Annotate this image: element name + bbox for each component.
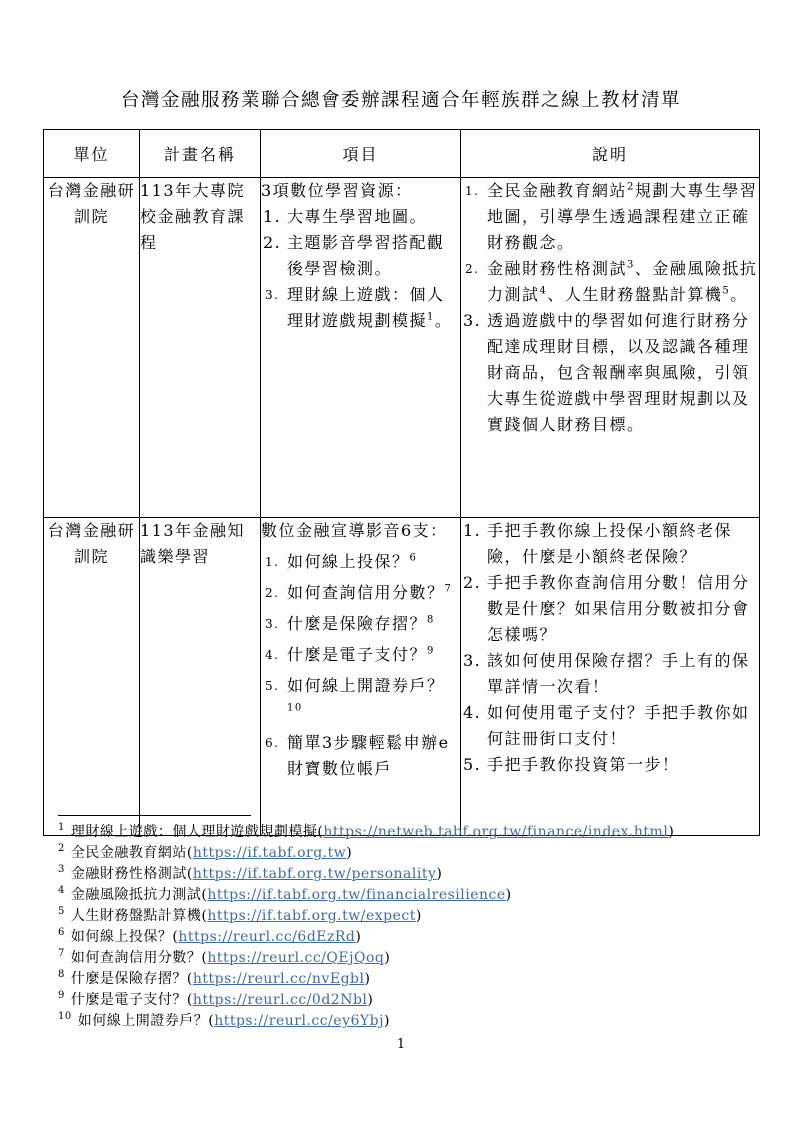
unit-cell: 台灣金融研訓院 <box>44 178 140 518</box>
footnote-end: ) <box>384 950 391 966</box>
list-number: 5. <box>265 679 280 693</box>
list-number: 1. <box>263 207 282 226</box>
desc-text: 。 <box>730 285 748 304</box>
footnote-link[interactable]: https://if.tabf.org.tw <box>192 845 347 861</box>
desc-text: 手把手教你線上投保小額終老保險，什麼是小額終老保險？ <box>487 521 733 566</box>
footnote-link[interactable]: https://reurl.cc/0d2Nbl <box>192 992 368 1008</box>
list-item <box>261 204 460 230</box>
footnote <box>58 948 778 969</box>
list-item <box>261 673 460 725</box>
document-title: 台灣金融服務業聯合總會委辦課程適合年輕族群之線上教材清單 <box>120 90 681 111</box>
list-item <box>461 178 759 256</box>
items-list <box>261 549 460 782</box>
footnote <box>58 927 778 948</box>
footnote-end: ) <box>364 971 371 987</box>
footnote-label: 如何線上投保？( <box>70 929 179 945</box>
item-text: 理財線上遊戲：個人理財遊戲規劃模擬 <box>287 285 445 330</box>
footnote <box>58 843 778 864</box>
description-list <box>461 178 759 438</box>
footnote-separator <box>58 815 251 816</box>
unit-cell: 台灣金融研訓院 <box>44 518 140 836</box>
list-number: 4. <box>463 703 482 722</box>
footnote-number: 6 <box>58 927 65 939</box>
item-text: 什麼是保險存摺？ <box>287 614 428 633</box>
footnote-link[interactable]: https://reurl.cc/QEjQoq <box>207 950 385 966</box>
header-plan: 計畫名稱 <box>140 130 261 178</box>
footnote-number: 1 <box>58 822 65 834</box>
footnote-label: 什麼是電子支付？( <box>70 992 193 1008</box>
footnote-link[interactable]: https://if.tabf.org.tw/personality <box>192 866 437 882</box>
item-text: 如何線上開證券戶？ <box>287 676 445 695</box>
list-number: 1. <box>463 521 482 540</box>
list-item <box>261 282 460 334</box>
footnote-ref: 9 <box>427 645 435 657</box>
footnote-ref: 7 <box>444 583 453 595</box>
footnote-ref: 2 <box>627 181 635 193</box>
list-number: 6. <box>265 736 280 750</box>
list-number: 2. <box>463 573 482 592</box>
list-number: 2. <box>263 233 282 252</box>
footnote-ref: 1 <box>427 311 435 323</box>
footnote-label: 金融財務性格測試( <box>70 866 193 882</box>
footnote-ref: 3 <box>627 259 635 271</box>
footnotes <box>58 822 778 1032</box>
table-header-row <box>44 130 760 178</box>
footnote-label: 什麼是保險存摺？( <box>70 971 193 987</box>
list-item <box>261 730 460 782</box>
footnote-ref: 4 <box>539 285 548 297</box>
item-text: 大專生學習地圖。 <box>287 207 428 226</box>
footnote <box>58 885 778 906</box>
footnote-link[interactable]: https://if.tabf.org.tw/expect <box>207 908 416 924</box>
footnote-end: ) <box>505 887 512 903</box>
list-item <box>261 611 460 637</box>
desc-text: 如何使用電子支付？手把手教你如何註冊街口支付！ <box>487 703 750 748</box>
list-item <box>261 642 460 668</box>
list-number: 2. <box>465 262 480 276</box>
items-cell <box>261 178 461 518</box>
footnote-ref: 8 <box>427 614 435 626</box>
footnote-number: 3 <box>58 864 65 876</box>
list-item <box>461 308 759 438</box>
footnote-end: ) <box>668 824 675 840</box>
items-cell <box>261 518 461 836</box>
page-number: 1 <box>396 1037 406 1052</box>
desc-text: 透過遊戲中的學習如何進行財務分配達成理財目標，以及認識各種理財商品，包含報酬率與風險，引領大專生從遊戲中學習理財規劃以及實踐個人財務目標。 <box>487 311 750 434</box>
footnote-number: 10 <box>58 1011 72 1023</box>
items-intro: 3項數位學習資源： <box>261 181 413 200</box>
footnote-label: 理財線上遊戲：個人理財遊戲規劃模擬( <box>70 824 324 840</box>
list-number: 2. <box>265 586 280 600</box>
footnote-number: 7 <box>58 948 65 960</box>
footnote <box>58 906 778 927</box>
list-number: 3. <box>463 311 482 330</box>
list-number: 3. <box>463 651 482 670</box>
list-item <box>461 700 759 752</box>
list-item <box>261 230 460 282</box>
footnote-link[interactable]: https://if.tabf.org.tw/financialresilience <box>207 887 506 903</box>
header-items: 項目 <box>261 130 461 178</box>
desc-text: 、人生財務盤點計算機 <box>547 285 723 304</box>
list-item <box>461 752 759 778</box>
list-item <box>461 256 759 308</box>
footnote-number: 9 <box>58 990 65 1002</box>
list-number: 3. <box>265 617 280 631</box>
footnote-label: 如何查詢信用分數？( <box>70 950 208 966</box>
footnote-ref: 10 <box>287 702 303 714</box>
desc-text: 、金融風險抵抗力測試 <box>487 259 758 304</box>
desc-text: 該如何使用保險存摺？手上有的保單詳情一次看！ <box>487 651 750 696</box>
item-punct: 。 <box>434 311 453 330</box>
list-item <box>461 648 759 700</box>
footnote <box>58 990 778 1011</box>
desc-text: 手把手教你投資第一步！ <box>487 755 680 774</box>
list-item <box>261 549 460 575</box>
desc-text: 金融財務性格測試 <box>487 259 628 278</box>
list-number: 1. <box>265 555 280 569</box>
table-row <box>44 518 760 836</box>
table-row <box>44 178 760 518</box>
footnote-end: ) <box>367 992 374 1008</box>
header-description: 說明 <box>461 130 760 178</box>
list-item <box>261 580 460 606</box>
footnote-number: 5 <box>58 906 65 918</box>
footnote-link[interactable]: https://reurl.cc/nvEgbl <box>192 971 365 987</box>
footnote-end: ) <box>436 866 443 882</box>
items-intro: 數位金融宣導影音6支： <box>261 521 448 540</box>
list-number: 5. <box>463 755 482 774</box>
footnote-number: 2 <box>58 843 65 855</box>
footnote-end: ) <box>415 908 422 924</box>
footnote-link[interactable]: https://netweb.tabf.org.tw/finance/index.html <box>323 824 669 840</box>
list-number: 1. <box>465 184 480 198</box>
item-text: 什麼是電子支付？ <box>287 645 428 664</box>
materials-table <box>43 129 760 836</box>
footnote <box>58 969 778 990</box>
description-cell <box>461 518 760 836</box>
footnote <box>58 822 778 843</box>
desc-text: 規劃大專生學習地圖，引導學生透過課程建立正確財務觀念。 <box>487 181 758 252</box>
footnote-number: 4 <box>58 885 65 897</box>
plan-cell: 113年大專院校金融教育課程 <box>140 178 261 518</box>
desc-text: 全民金融教育網站 <box>487 181 628 200</box>
description-cell <box>461 178 760 518</box>
footnote-label: 人生財務盤點計算機( <box>70 908 208 924</box>
list-number: 4. <box>265 648 280 662</box>
footnote-label: 金融風險抵抗力測試( <box>70 887 208 903</box>
item-text: 如何查詢信用分數？ <box>287 583 445 602</box>
list-number: 3. <box>265 288 280 302</box>
header-unit: 單位 <box>44 130 140 178</box>
item-text: 如何線上投保？ <box>287 552 410 571</box>
item-text: 簡單3步驟輕鬆申辦e財寶數位帳戶 <box>287 733 450 778</box>
footnote-end: ) <box>355 929 362 945</box>
footnote-end: ) <box>346 845 353 861</box>
footnote-link[interactable]: https://reurl.cc/6dEzRd <box>178 929 356 945</box>
footnote <box>58 1011 778 1032</box>
footnote-label: 全民金融教育網站( <box>70 845 193 861</box>
footnote-label: 如何線上開證券戶？( <box>77 1013 215 1029</box>
plan-cell: 113年金融知識樂學習 <box>140 518 261 836</box>
footnote-link[interactable]: https://reurl.cc/ey6Ybj <box>214 1013 384 1029</box>
footnote-end: ) <box>383 1013 390 1029</box>
list-item <box>461 518 759 570</box>
description-list <box>461 518 759 778</box>
footnote-ref: 5 <box>722 285 731 297</box>
footnote <box>58 864 778 885</box>
footnote-ref: 6 <box>409 552 418 564</box>
item-text: 主題影音學習搭配觀後學習檢測。 <box>287 233 445 278</box>
footnote-number: 8 <box>58 969 65 981</box>
items-list <box>261 204 460 334</box>
list-item <box>461 570 759 648</box>
desc-text: 手把手教你查詢信用分數！信用分數是什麼？如果信用分數被扣分會怎樣嗎？ <box>487 573 750 644</box>
